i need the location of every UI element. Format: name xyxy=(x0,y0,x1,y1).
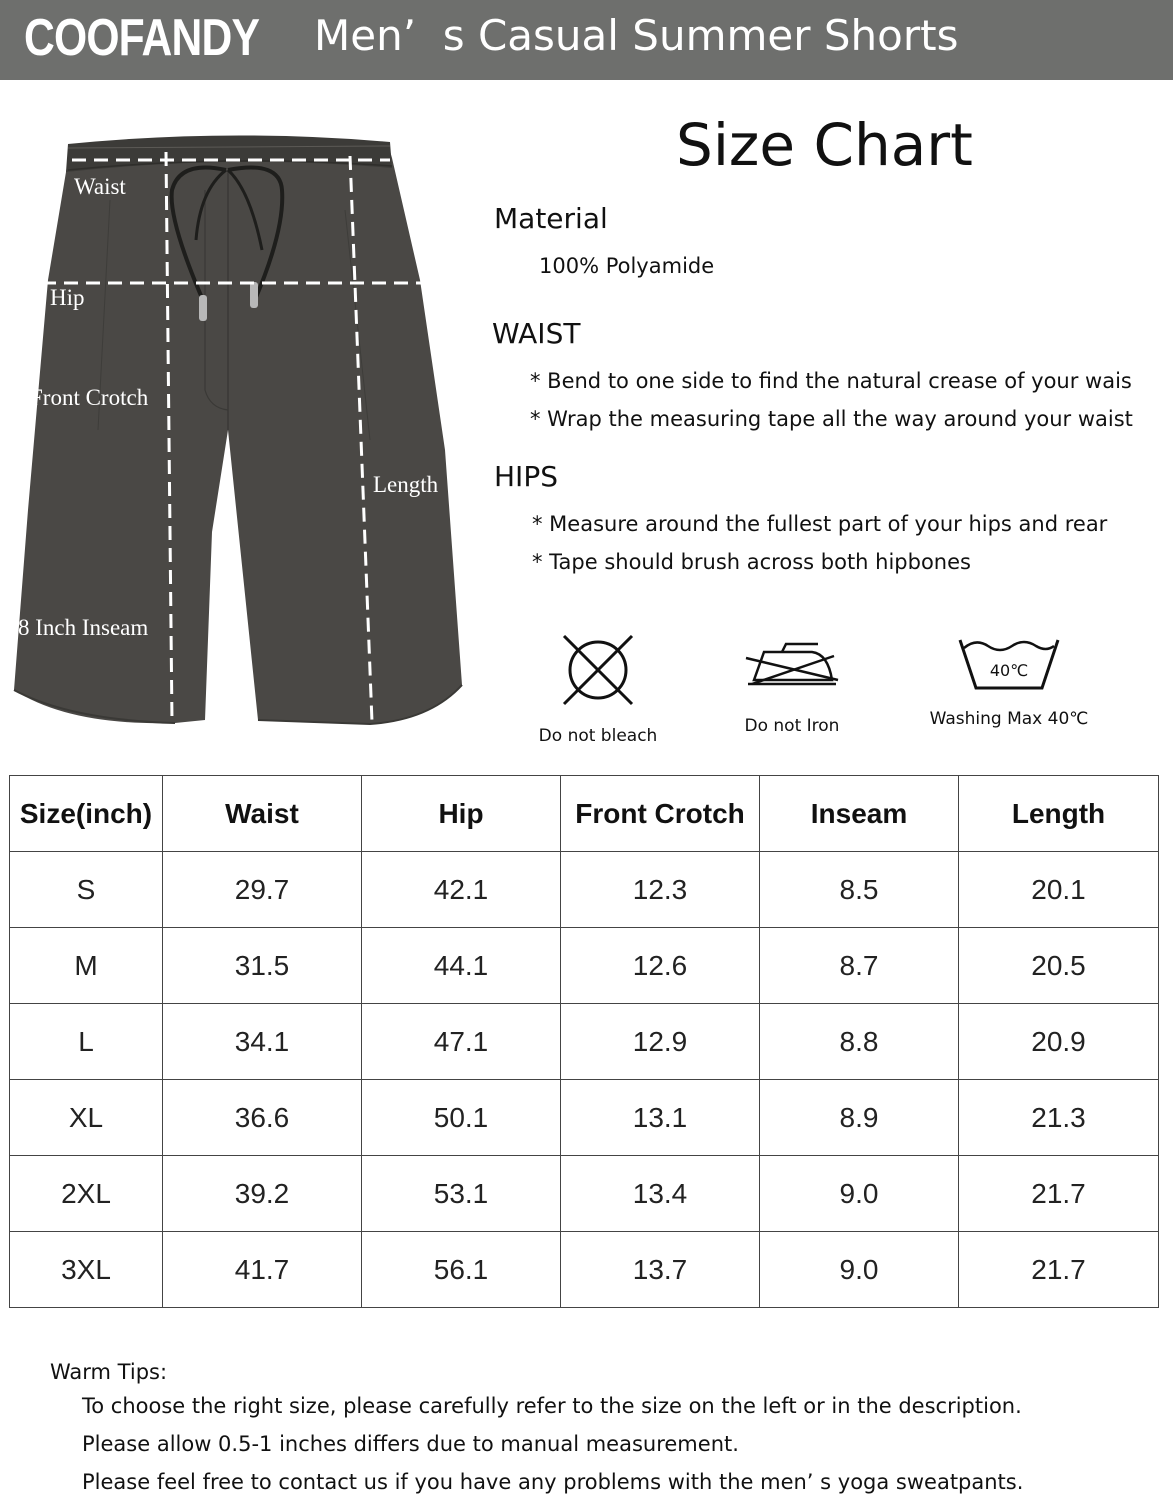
cell-hip: 47.1 xyxy=(362,1004,561,1080)
size-table xyxy=(9,775,1159,1308)
cell-front-crotch: 12.6 xyxy=(561,928,760,1004)
cell-hip: 56.1 xyxy=(362,1232,561,1308)
care-wash-40 xyxy=(928,632,1090,730)
cell-waist: 39.2 xyxy=(163,1156,362,1232)
waist-heading: WAIST xyxy=(492,317,581,350)
size-chart-title: Size Chart xyxy=(676,111,973,179)
header-length: Length xyxy=(959,776,1159,852)
cell-front-crotch: 12.3 xyxy=(561,852,760,928)
label-front-crotch: Front Crotch xyxy=(30,385,149,410)
cell-waist: 34.1 xyxy=(163,1004,362,1080)
warm-tips xyxy=(50,1357,1023,1501)
no-bleach-icon xyxy=(558,630,638,710)
cell-waist: 31.5 xyxy=(163,928,362,1004)
table-row xyxy=(10,1232,1159,1308)
cell-length: 20.5 xyxy=(959,928,1159,1004)
no-iron-label: Do not Iron xyxy=(744,716,840,736)
wash-label: Washing Max 40℃ xyxy=(929,709,1089,729)
table-row xyxy=(10,1004,1159,1080)
cell-inseam: 8.7 xyxy=(760,928,959,1004)
table-row xyxy=(10,928,1159,1004)
header-size: Size(inch) xyxy=(10,776,163,852)
table-row xyxy=(10,852,1159,928)
cell-front-crotch: 13.7 xyxy=(561,1232,760,1308)
cell-size: S xyxy=(10,852,163,928)
material-value: 100% Polyamide xyxy=(539,254,715,278)
tip-line: Please allow 0.5-1 inches differs due to manual measurement. xyxy=(82,1432,739,1456)
care-no-bleach xyxy=(530,630,666,747)
waist-tip-1: * Bend to one side to find the natural crease of your wais xyxy=(530,369,1132,393)
hips-tip-2: * Tape should brush across both hipbones xyxy=(532,550,971,574)
wash-temp: 40℃ xyxy=(989,661,1029,680)
cell-inseam: 8.5 xyxy=(760,852,959,928)
cell-inseam: 9.0 xyxy=(760,1156,959,1232)
label-waist: Waist xyxy=(74,174,126,199)
material-heading: Material xyxy=(494,202,608,235)
label-hip: Hip xyxy=(50,285,85,310)
care-no-iron xyxy=(732,636,852,737)
cell-front-crotch: 12.9 xyxy=(561,1004,760,1080)
cell-length: 20.9 xyxy=(959,1004,1159,1080)
cell-size: 3XL xyxy=(10,1232,163,1308)
table-header-row xyxy=(10,776,1159,852)
header-banner xyxy=(0,0,1173,80)
cell-length: 21.7 xyxy=(959,1232,1159,1308)
waist-tip-2: * Wrap the measuring tape all the way around your waist xyxy=(530,407,1133,431)
cell-hip: 53.1 xyxy=(362,1156,561,1232)
header-front-crotch: Front Crotch xyxy=(561,776,760,852)
cell-length: 21.3 xyxy=(959,1080,1159,1156)
label-inseam: 8 Inch Inseam xyxy=(18,615,149,640)
tip-line: To choose the right size, please carefully refer to the size on the left or in the description. xyxy=(82,1394,1022,1418)
wash-40-icon xyxy=(954,632,1064,694)
cell-front-crotch: 13.1 xyxy=(561,1080,760,1156)
cell-size: 2XL xyxy=(10,1156,163,1232)
tip-line: Please feel free to contact us if you have any problems with the men’ s yoga sweatpants. xyxy=(82,1470,1024,1494)
cell-hip: 44.1 xyxy=(362,928,561,1004)
cell-front-crotch: 13.4 xyxy=(561,1156,760,1232)
cell-waist: 36.6 xyxy=(163,1080,362,1156)
product-title: Men’ s Casual Summer Shorts xyxy=(314,11,959,60)
cell-inseam: 8.8 xyxy=(760,1004,959,1080)
cell-waist: 29.7 xyxy=(163,852,362,928)
hips-tip-1: * Measure around the fullest part of your hips and rear xyxy=(532,512,1108,536)
header-waist: Waist xyxy=(163,776,362,852)
brand-logo: COOFANDY xyxy=(24,9,260,67)
cell-size: M xyxy=(10,928,163,1004)
cell-hip: 50.1 xyxy=(362,1080,561,1156)
shorts-measurement-figure xyxy=(0,130,470,730)
no-bleach-label: Do not bleach xyxy=(538,726,658,746)
cell-waist: 41.7 xyxy=(163,1232,362,1308)
cell-inseam: 8.9 xyxy=(760,1080,959,1156)
hips-heading: HIPS xyxy=(494,460,558,493)
cell-length: 20.1 xyxy=(959,852,1159,928)
no-iron-icon xyxy=(742,636,842,696)
table-row xyxy=(10,1156,1159,1232)
cell-size: XL xyxy=(10,1080,163,1156)
cell-hip: 42.1 xyxy=(362,852,561,928)
table-row xyxy=(10,1080,1159,1156)
cell-size: L xyxy=(10,1004,163,1080)
cell-length: 21.7 xyxy=(959,1156,1159,1232)
label-length: Length xyxy=(373,472,439,497)
cell-inseam: 9.0 xyxy=(760,1232,959,1308)
header-inseam: Inseam xyxy=(760,776,959,852)
tips-title: Warm Tips: xyxy=(50,1360,168,1384)
header-hip: Hip xyxy=(362,776,561,852)
